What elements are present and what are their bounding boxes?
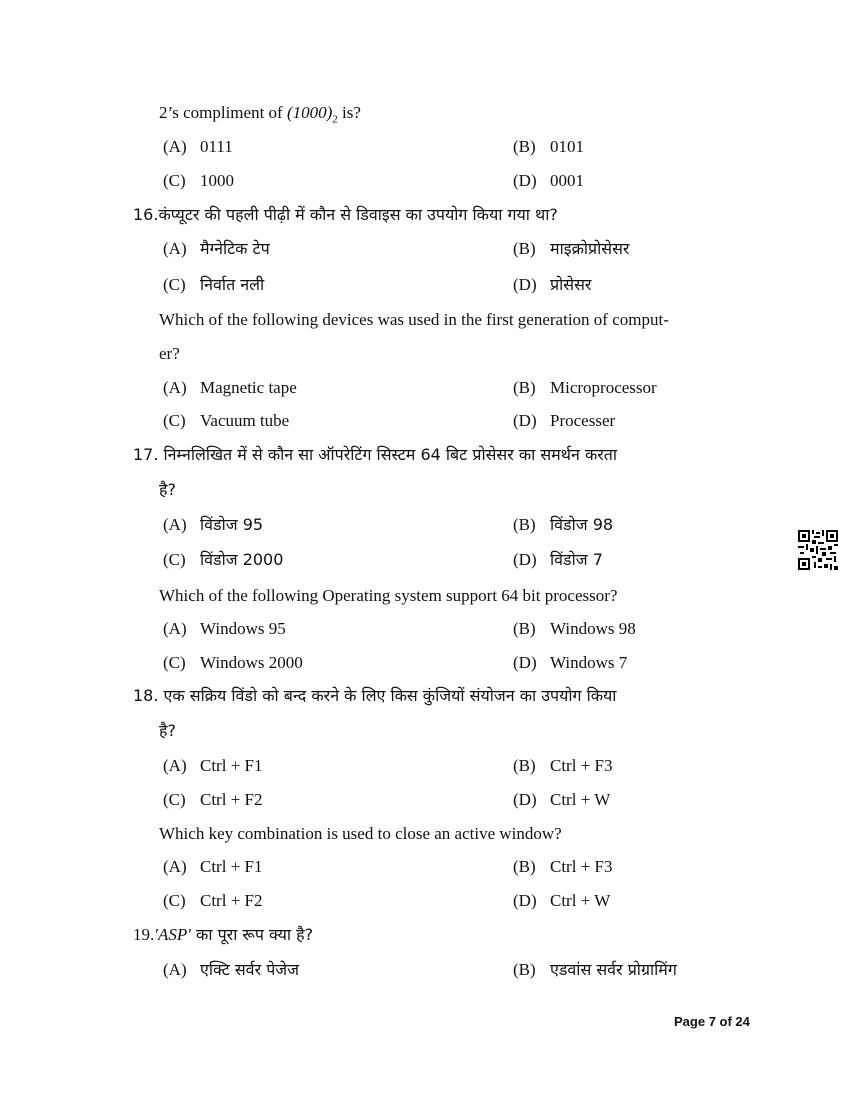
q15-math: (1000) [286, 103, 333, 122]
q16-en-option-a [163, 377, 297, 399]
q16-hi-option-c [163, 274, 264, 296]
option-text: विंडोज 95 [200, 515, 264, 534]
q17-en-option-b [513, 618, 636, 640]
q15-subscript: 2 [332, 113, 338, 126]
option-text: Microprocessor [550, 378, 657, 397]
option-letter: (A) [163, 857, 187, 876]
q19-question-text: का पूरा रूप क्या है? [190, 925, 314, 944]
page-number [674, 1014, 750, 1029]
qr-code-icon [798, 530, 838, 570]
option-letter: (D) [513, 411, 537, 430]
q18-hi-option-a [163, 755, 263, 777]
q16-en-option-b [513, 377, 657, 399]
option-letter: (B) [513, 960, 536, 979]
option-text: विंडोज 7 [550, 550, 603, 569]
option-letter: (D) [513, 550, 537, 569]
q19-number: 19. [133, 925, 155, 944]
option-text: 0101 [550, 137, 584, 156]
option-text: एक्टि सर्वर पेजेज [200, 960, 300, 979]
option-letter: (A) [163, 378, 187, 397]
option-letter: (D) [513, 891, 537, 910]
option-letter: (A) [163, 515, 187, 534]
q16-english-question-line2: er? [159, 344, 180, 363]
q18-hi-option-c [163, 789, 263, 811]
q18-en-option-c [163, 890, 263, 912]
option-letter: (D) [513, 275, 537, 294]
option-text: Ctrl + F1 [200, 756, 263, 775]
option-letter: (B) [513, 756, 536, 775]
q15-option-d [513, 170, 584, 192]
option-text: Windows 7 [550, 653, 628, 672]
option-text: Ctrl + F2 [200, 790, 263, 809]
q16-hi-option-d [513, 274, 591, 296]
q17-en-option-a [163, 618, 286, 640]
q18-hindi-question-line1: 18. एक सक्रिय विंडो को बन्द करने के लिए किस कुंजियों संयोजन का उपयोग किया [133, 686, 617, 705]
q15-question-end: is? [337, 103, 361, 122]
option-letter: (D) [513, 790, 537, 809]
option-letter: (C) [163, 411, 186, 430]
option-text: Ctrl + F1 [200, 857, 263, 876]
option-text: माइक्रोप्रोसेसर [550, 239, 630, 258]
option-letter: (B) [513, 619, 536, 638]
option-letter: (A) [163, 960, 187, 979]
option-text: Ctrl + F3 [550, 756, 613, 775]
option-text: निर्वात नली [200, 275, 265, 294]
q19-math-term: ′ASP′ [154, 925, 191, 944]
q15-question-text: 2’s compliment of [159, 103, 287, 122]
option-text: मैग्नेटिक टेप [200, 239, 270, 258]
option-text: एडवांस सर्वर प्रोग्रामिंग [550, 960, 677, 979]
option-letter: (A) [163, 137, 187, 156]
q16-english-question-line1: Which of the following devices was used in the first generation of comput- [159, 310, 669, 329]
page-label: Page [674, 1014, 709, 1029]
q17-hi-option-c [163, 549, 283, 571]
q16-hi-option-b [513, 238, 629, 260]
option-letter: (C) [163, 653, 186, 672]
q19-hi-option-a [163, 959, 299, 981]
option-text: Ctrl + F3 [550, 857, 613, 876]
q16-hindi-question: 16.कंप्यूटर की पहली पीढ़ी में कौन से डिवाइस का उपयोग किया गया था? [133, 205, 558, 224]
q15-question [159, 102, 361, 130]
option-letter: (A) [163, 239, 187, 258]
option-text: Ctrl + F2 [200, 891, 263, 910]
page-current: 7 [708, 1014, 716, 1029]
option-letter: (D) [513, 171, 537, 190]
q15-option-c [163, 170, 234, 192]
q16-hi-option-a [163, 238, 270, 260]
q17-en-option-d [513, 652, 627, 674]
q19-hi-option-b [513, 959, 677, 981]
page-total: 24 [735, 1014, 750, 1029]
option-letter: (C) [163, 891, 186, 910]
option-letter: (B) [513, 378, 536, 397]
option-letter: (B) [513, 857, 536, 876]
q18-hi-option-d [513, 789, 610, 811]
q17-hindi-question-line1: 17. निम्नलिखित में से कौन सा ऑपरेटिंग सिस्टम 64 बिट प्रोसेसर का समर्थन करता [133, 445, 618, 464]
q18-en-option-a [163, 856, 263, 878]
option-text: Magnetic tape [200, 378, 297, 397]
q16-en-option-c [163, 410, 289, 432]
option-text: Processer [550, 411, 616, 430]
option-letter: (D) [513, 653, 537, 672]
option-text: विंडोज 98 [550, 515, 614, 534]
option-text: Windows 2000 [200, 653, 303, 672]
option-letter: (C) [163, 550, 186, 569]
q17-hi-option-b [513, 514, 613, 536]
q17-english-question: Which of the following Operating system support 64 bit processor? [159, 586, 618, 605]
q15-option-b [513, 136, 584, 158]
q18-en-option-b [513, 856, 613, 878]
q17-hi-option-a [163, 514, 263, 536]
q17-en-option-c [163, 652, 303, 674]
option-text: Ctrl + W [550, 891, 611, 910]
option-letter: (C) [163, 275, 186, 294]
option-text: विंडोज 2000 [200, 550, 284, 569]
page-of: of [715, 1014, 736, 1029]
option-text: 0001 [550, 171, 584, 190]
option-letter: (A) [163, 619, 187, 638]
option-letter: (B) [513, 137, 536, 156]
option-letter: (C) [163, 171, 186, 190]
q18-en-option-d [513, 890, 610, 912]
q18-hi-option-b [513, 755, 613, 777]
option-letter: (C) [163, 790, 186, 809]
q18-english-question: Which key combination is used to close an active window? [159, 824, 562, 843]
option-text: प्रोसेसर [550, 275, 592, 294]
q17-hi-option-d [513, 549, 603, 571]
option-letter: (B) [513, 239, 536, 258]
option-text: 0111 [200, 137, 233, 156]
q17-hindi-question-line2: है? [159, 480, 176, 499]
q16-en-option-d [513, 410, 615, 432]
q19-hindi-question [133, 924, 313, 946]
option-text: 1000 [200, 171, 234, 190]
option-text: Ctrl + W [550, 790, 611, 809]
option-text: Vacuum tube [200, 411, 290, 430]
option-text: Windows 98 [550, 619, 636, 638]
q15-option-a [163, 136, 233, 158]
option-letter: (B) [513, 515, 536, 534]
option-letter: (A) [163, 756, 187, 775]
option-text: Windows 95 [200, 619, 286, 638]
q18-hindi-question-line2: है? [159, 721, 176, 740]
